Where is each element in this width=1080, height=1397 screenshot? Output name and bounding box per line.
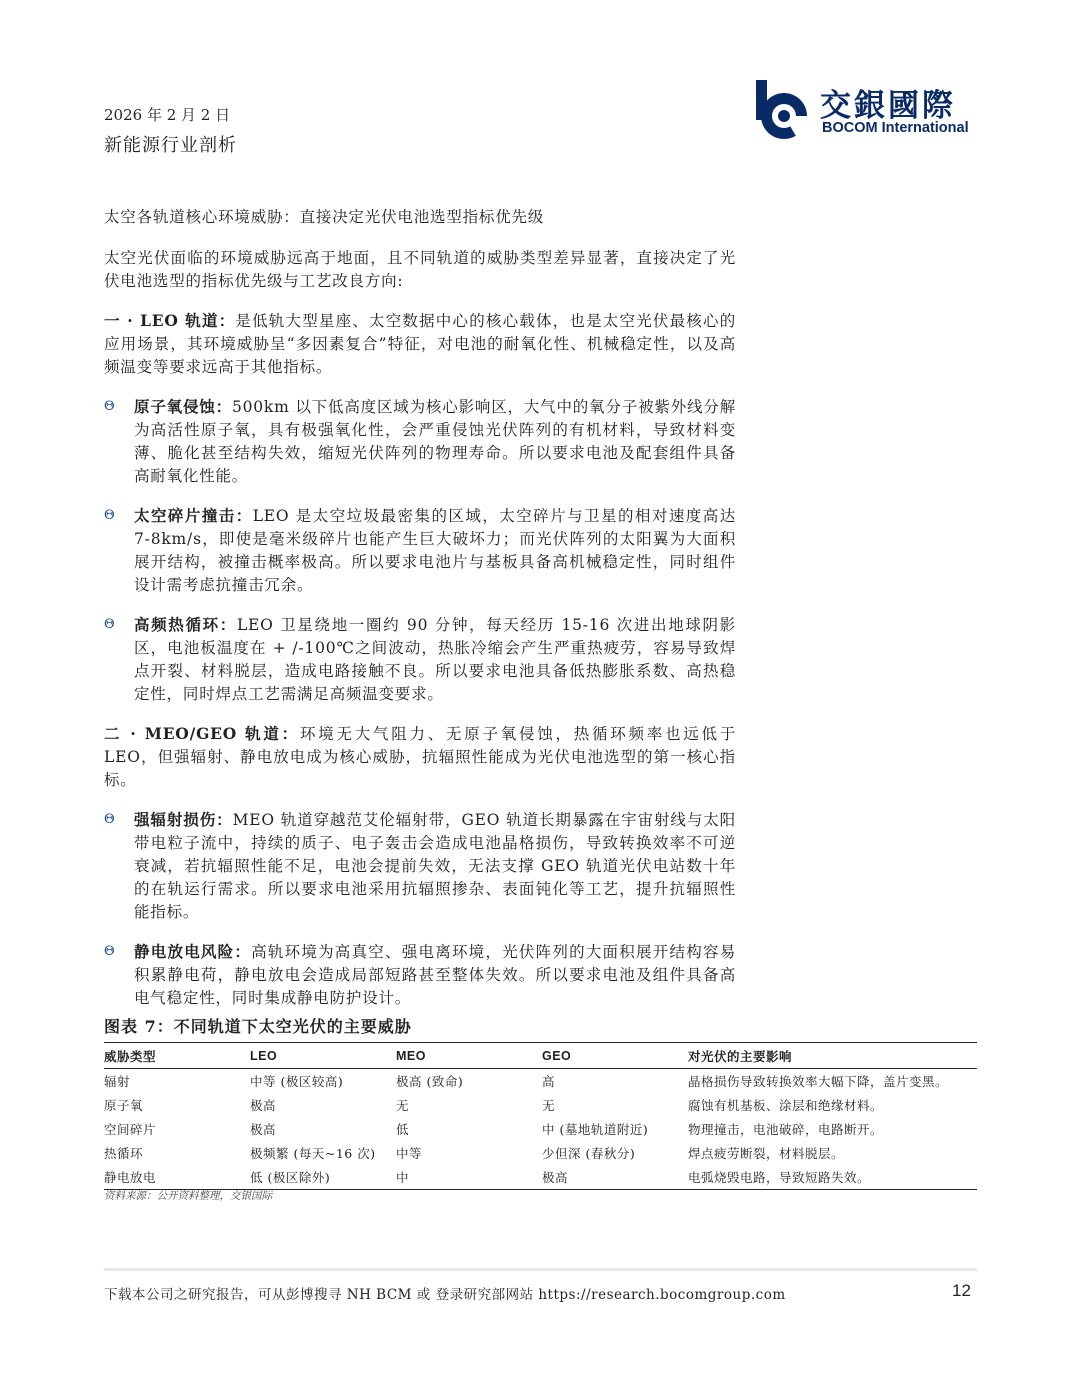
meo-text: 环境无大气阻力、无原子氧侵蚀，热循环频率也远低于 LEO，但强辐射、静电放电成为核心威胁，抗辐照性能成为光伏电池选型的第一核心指标。	[104, 725, 737, 789]
table-cell: 热循环	[104, 1146, 144, 1161]
bullet-term: 静电放电风险：	[134, 942, 252, 961]
table-header-cell: 对光伏的主要影响	[688, 1043, 977, 1069]
table-cell: 物理撞击，电池破碎，电路断开。	[688, 1122, 884, 1137]
bullet-radiation	[104, 808, 736, 924]
table-cell: 中 (墓地轨道附近)	[542, 1122, 649, 1137]
table-cell: 极高 (致命)	[396, 1074, 464, 1089]
bullet-text: LEO 是太空垃圾最密集的区域，太空碎片与卫星的相对速度高达 7-8km/s，即使是毫米级碎片也能产生巨大破坏力；而光伏阵列的太阳翼为大面积展开结构，被撞击概率极高。所以要求电池片与基板具备高机械稳定性，同时组件设计需考虑抗撞击冗余。	[134, 507, 736, 594]
footer-divider	[104, 1268, 977, 1271]
leo-paragraph	[104, 309, 736, 379]
table-row	[104, 1165, 977, 1190]
table-cell: 腐蚀有机基板、涂层和绝缘材料。	[688, 1098, 884, 1113]
table-cell: 中等 (极区较高)	[250, 1074, 344, 1089]
table-cell: 静电放电	[104, 1165, 250, 1190]
bullet-term: 太空碎片撞击：	[134, 506, 253, 525]
section-heading: 太空各轨道核心环境威胁：直接决定光伏电池选型指标优先级	[104, 208, 545, 226]
table-cell: 中	[396, 1165, 542, 1190]
table-header-cell: MEO	[396, 1043, 542, 1069]
leo-text: 是低轨大型星座、太空数据中心的核心载体，也是太空光伏最核心的应用场景，其环境威胁呈“多因素复合”特征，对电池的耐氧化性、机械稳定性，以及高频温变等要求远高于其他指标。	[104, 312, 736, 376]
table-row	[104, 1069, 977, 1094]
report-industry: 新能源行业剖析	[104, 135, 237, 156]
table-cell: 晶格损伤导致转换效率大幅下降，盖片变黑。	[688, 1074, 949, 1089]
table-cell: 空间碎片	[104, 1122, 157, 1137]
bullet-term: 原子氧侵蚀：	[134, 397, 232, 416]
table-cell: 电弧烧毁电路，导致短路失效。	[688, 1165, 977, 1190]
table-cell: 高	[542, 1074, 556, 1089]
bullet-text: 500km 以下低高度区域为核心影响区，大气中的氧分子被紫外线分解为高活性原子氧，具有极强氧化性，会严重侵蚀光伏阵列的有机材料，导致材料变薄、脆化甚至结构失效，缩短光伏阵列的物理寿命。所以要求电池及配套组件具备高耐氧化性能。	[134, 398, 736, 485]
bullet-space-debris	[104, 504, 736, 597]
table-cell: 焊点疲劳断裂，材料脱层。	[688, 1146, 845, 1161]
logo-english-name: BOCOM International	[822, 120, 969, 136]
table-cell: 中等	[396, 1146, 423, 1161]
bullet-mark-icon: Θ	[104, 617, 116, 632]
bullet-atomic-oxygen	[104, 395, 736, 488]
table-row	[104, 1093, 977, 1117]
table-cell: 原子氧	[104, 1098, 144, 1113]
meo-title: 二 · MEO/GEO 轨道：	[104, 724, 300, 743]
page-number: 12	[952, 1281, 971, 1300]
bullet-text: 高轨环境为高真空、强电离环境，光伏阵列的大面积展开结构容易积累静电荷，静电放电会造成局部短路甚至整体失效。所以要求电池及组件具备高电气稳定性，同时集成静电防护设计。	[134, 943, 736, 1007]
report-body	[104, 206, 736, 1026]
meo-geo-paragraph	[104, 722, 736, 792]
leo-title: 一 · LEO 轨道：	[104, 311, 236, 330]
bullet-mark-icon: Θ	[104, 508, 116, 523]
table-cell: 极高	[250, 1122, 277, 1137]
report-date: 2026 年 2 月 2 日	[104, 106, 231, 124]
bullet-thermal-cycling	[104, 613, 736, 706]
table-header-cell: 威胁类型	[104, 1043, 250, 1069]
bullet-mark-icon: Θ	[104, 399, 116, 414]
table-cell: 辐射	[104, 1074, 131, 1089]
bullet-mark-icon: Θ	[104, 812, 116, 827]
table-cell: 少但深 (春秋分)	[542, 1146, 636, 1161]
bocom-logo-icon	[752, 78, 816, 140]
table-cell: 极高	[250, 1098, 277, 1113]
table-cell: 低	[396, 1122, 410, 1137]
table-cell: 极频繁 (每天~16 次)	[250, 1146, 376, 1161]
bullet-text: LEO 卫星绕地一圈约 90 分钟，每天经历 15-16 次进出地球阴影区，电池板温度在 + /-100℃之间波动，热胀冷缩会产生严重热疲劳，容易导致焊点开裂、材料脱层，造成电路接触不良。所以要求电池具备低热膨胀系数、高热稳定性，同时焊点工艺需满足高频温变要求。	[134, 616, 736, 703]
bullet-electrostatic	[104, 940, 736, 1010]
threat-table	[104, 1042, 977, 1190]
logo-chinese-name: 交銀國際	[820, 88, 956, 124]
bullet-mark-icon: Θ	[104, 944, 116, 959]
table-header-row	[104, 1043, 977, 1069]
bullet-term: 强辐射损伤：	[134, 810, 233, 829]
table-title: 图表 7：不同轨道下太空光伏的主要威胁	[104, 1017, 412, 1036]
table-cell: 极高	[542, 1165, 688, 1190]
table-row	[104, 1117, 977, 1141]
table-cell: 无	[542, 1098, 556, 1113]
table-cell: 无	[396, 1098, 410, 1113]
table-cell: 低 (极区除外)	[250, 1165, 396, 1190]
table-header-cell: GEO	[542, 1043, 688, 1069]
table-header-cell: LEO	[250, 1043, 396, 1069]
bullet-term: 高频热循环：	[134, 615, 237, 634]
bocom-logo	[752, 78, 982, 140]
table-source: 资料来源：公开资料整理，交银国际	[104, 1190, 272, 1202]
intro-paragraph: 太空光伏面临的环境威胁远高于地面，且不同轨道的威胁类型差异显著，直接决定了光伏电池选型的指标优先级与工艺改良方向:	[104, 249, 736, 290]
table-row	[104, 1141, 977, 1165]
footer-text: 下载本公司之研究报告，可从彭博搜寻 NH BCM 或 登录研究部网站 https://research.bocomgroup.com	[104, 1287, 786, 1303]
bullet-text: MEO 轨道穿越范艾伦辐射带，GEO 轨道长期暴露在宇宙射线与太阳带电粒子流中，持续的质子、电子轰击会造成电池晶格损伤，导致转换效率不可逆衰减，若抗辐照性能不足，电池会提前失效，无法支撑 GEO 轨道光伏电站数十年的在轨运行需求。所以要求电池采用抗辐照掺杂、表面钝化等工艺，提升抗辐照性能指标。	[134, 811, 736, 921]
